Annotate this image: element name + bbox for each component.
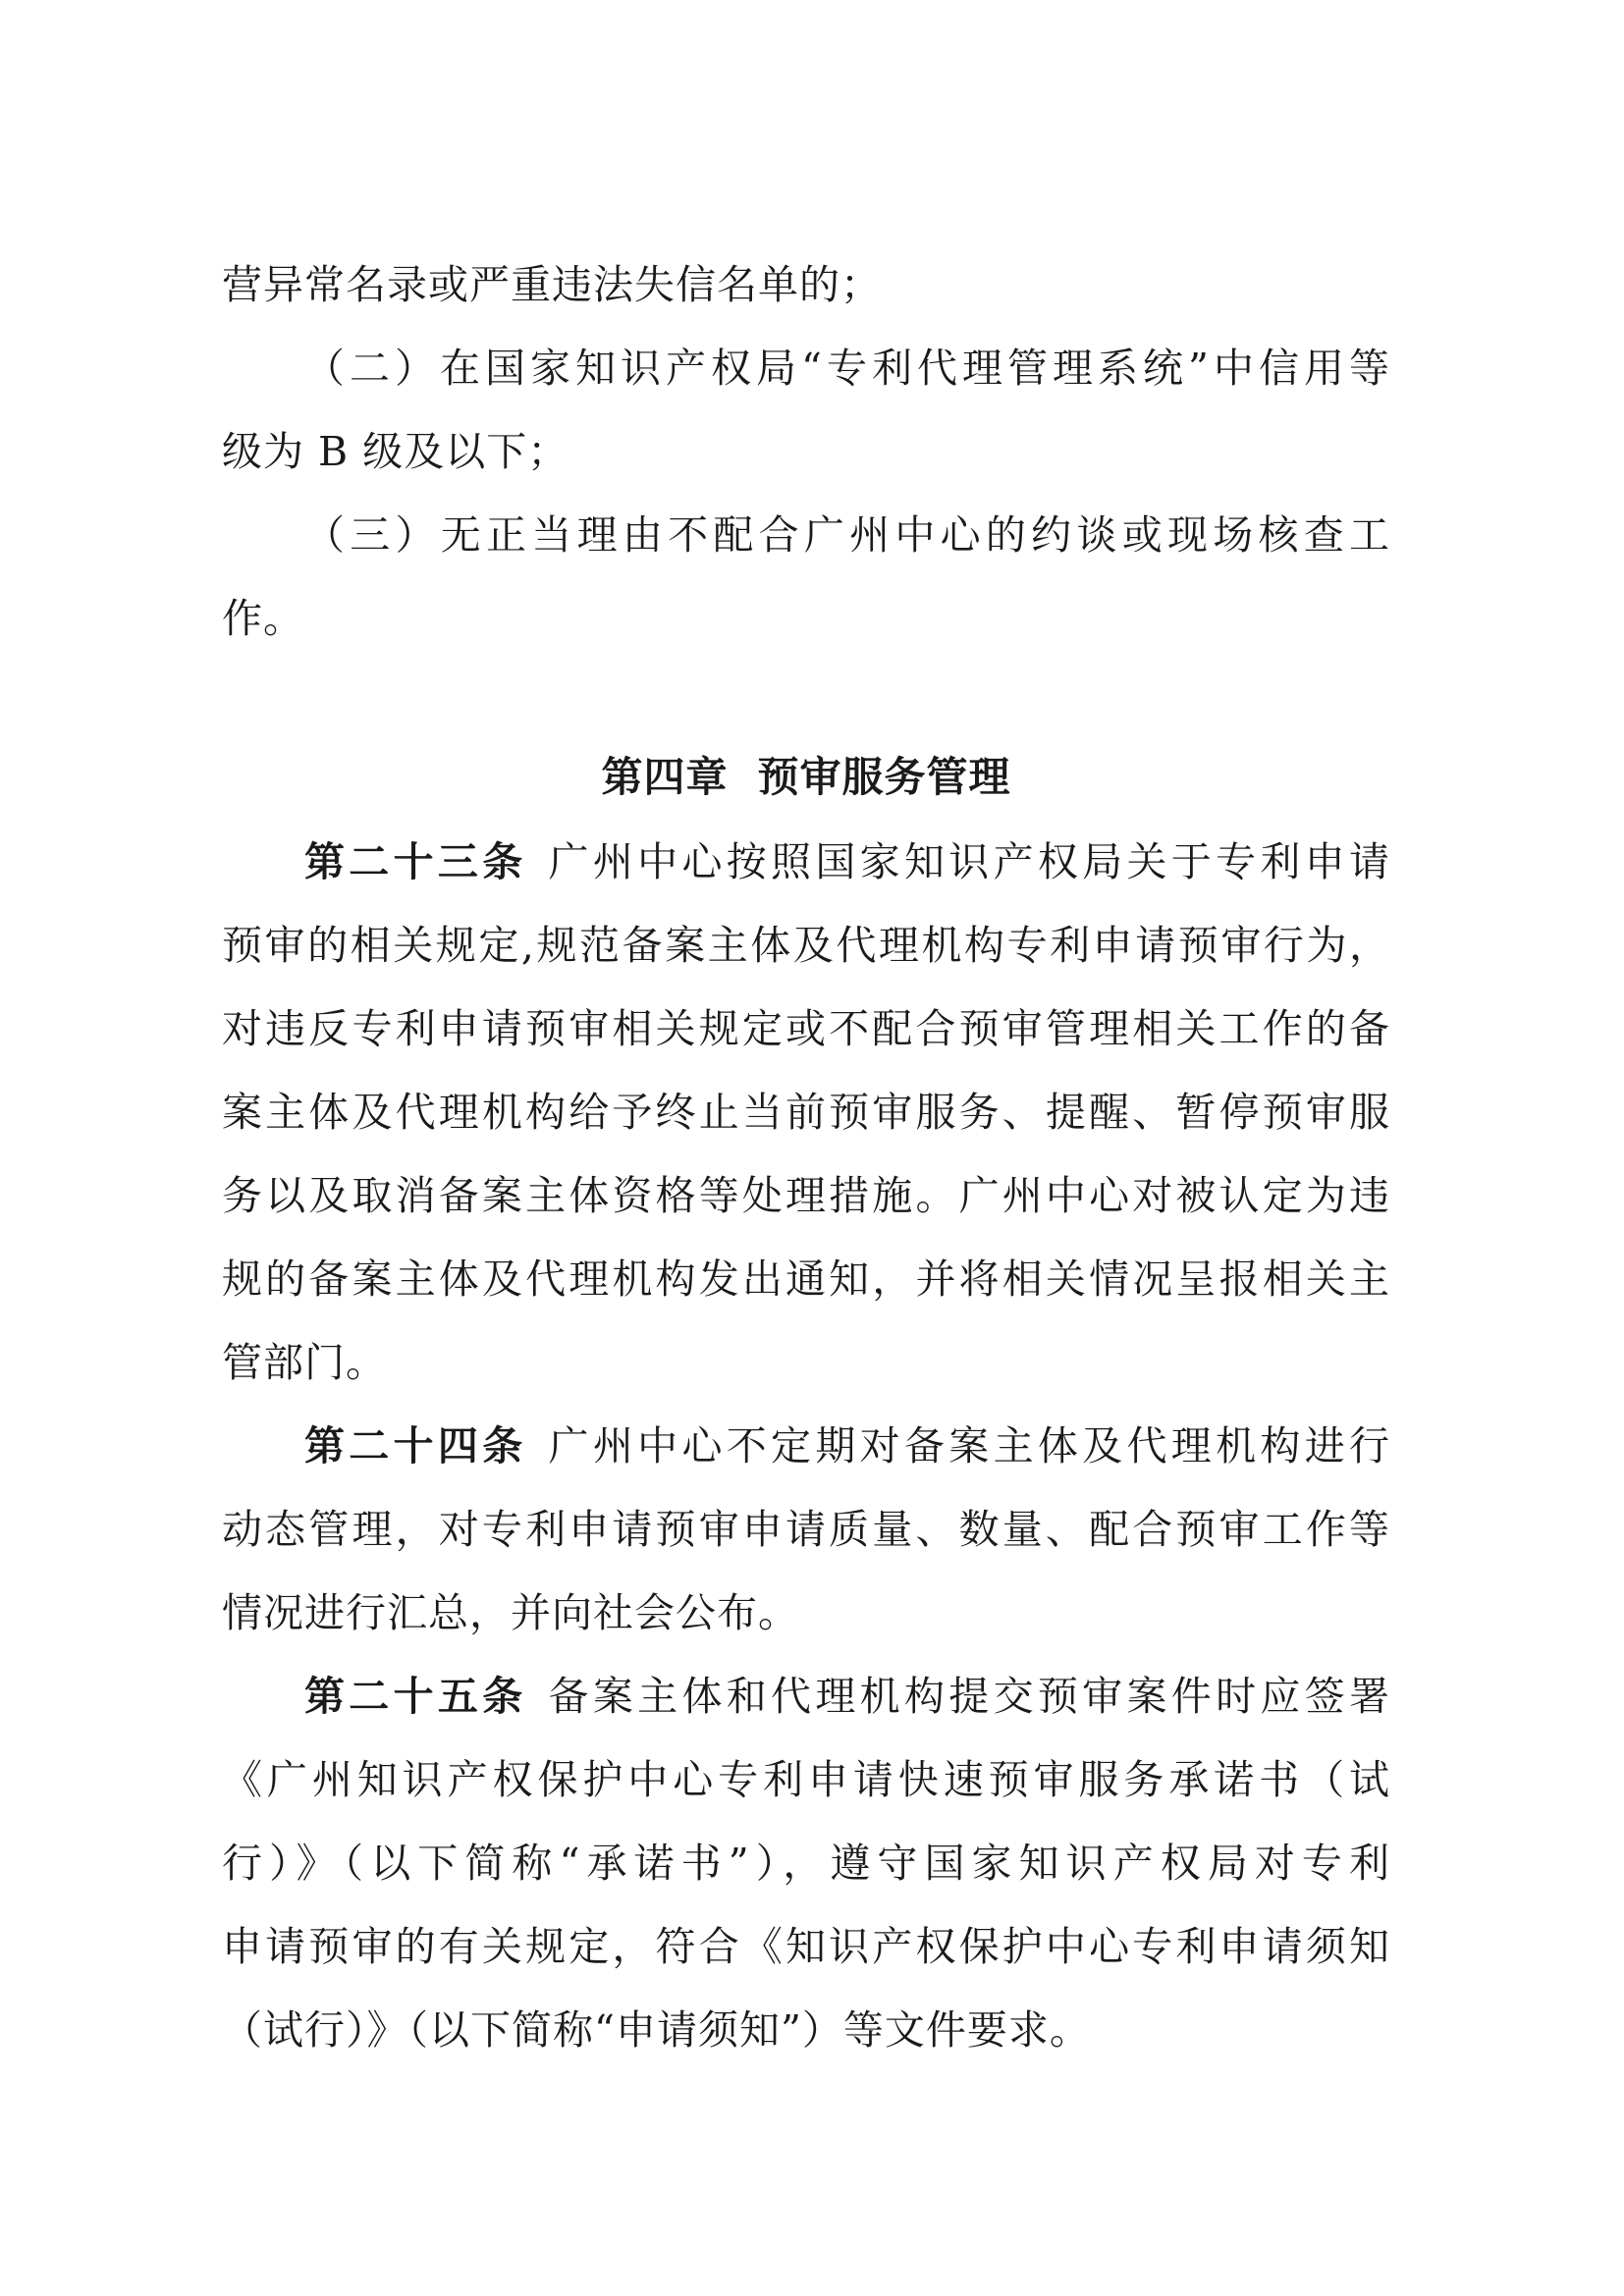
article-label: 第二十四条 <box>304 1422 527 1469</box>
article-line <box>304 1669 1390 1724</box>
paragraph-line: 行）》（以下简称“承诺书”），遵守国家知识产权局对专利 <box>222 1840 1390 1887</box>
article-text: 广州中心按照国家知识产权局关于专利申请 <box>548 838 1391 885</box>
chapter-title: 预审服务管理 <box>757 753 1011 801</box>
paragraph-line: （试行）》（以下简称“申请须知”）等文件要求。 <box>222 2006 1091 2054</box>
paragraph-line: （三）无正当理由不配合广州中心的约谈或现场核查工 <box>304 511 1390 559</box>
paragraph-line: 营异常名录或严重违法失信名单的； <box>222 261 882 308</box>
paragraph-line: （二）在国家知识产权局“专利代理管理系统”中信用等 <box>304 345 1390 392</box>
paragraph-line: 级为 B 级及以下； <box>222 428 569 475</box>
paragraph-line: 情况进行汇总，并向社会公布。 <box>222 1589 799 1636</box>
paragraph-line: 预审的相关规定,规范备案主体及代理机构专利申请预审行为， <box>222 922 1390 969</box>
paragraph-line: 动态管理，对专利申请预审申请质量、数量、配合预审工作等 <box>222 1506 1390 1553</box>
article-label: 第二十三条 <box>304 838 527 885</box>
article-line <box>304 834 1390 889</box>
article-line <box>304 1418 1390 1473</box>
paragraph-line: 案主体及代理机构给予终止当前预审服务、提醒、暂停预审服 <box>222 1089 1390 1136</box>
article-text: 广州中心不定期对备案主体及代理机构进行 <box>548 1422 1391 1469</box>
paragraph-line: 规的备案主体及代理机构发出通知，并将相关情况呈报相关主 <box>222 1255 1390 1303</box>
paragraph-line: 务以及取消备案主体资格等处理措施。广州中心对被认定为违 <box>222 1172 1390 1219</box>
chapter-heading <box>222 748 1390 807</box>
chapter-number: 第四章 <box>601 753 729 801</box>
article-label: 第二十五条 <box>304 1673 527 1720</box>
paragraph-line: 作。 <box>222 595 304 642</box>
paragraph-line: 《广州知识产权保护中心专利申请快速预审服务承诺书（试 <box>222 1756 1390 1803</box>
article-text: 备案主体和代理机构提交预审案件时应签署 <box>548 1673 1391 1720</box>
paragraph-line: 管部门。 <box>222 1339 387 1386</box>
paragraph-line: 对违反专利申请预审相关规定或不配合预审管理相关工作的备 <box>222 1005 1390 1052</box>
paragraph-line: 申请预审的有关规定，符合《知识产权保护中心专利申请须知 <box>222 1923 1390 1970</box>
